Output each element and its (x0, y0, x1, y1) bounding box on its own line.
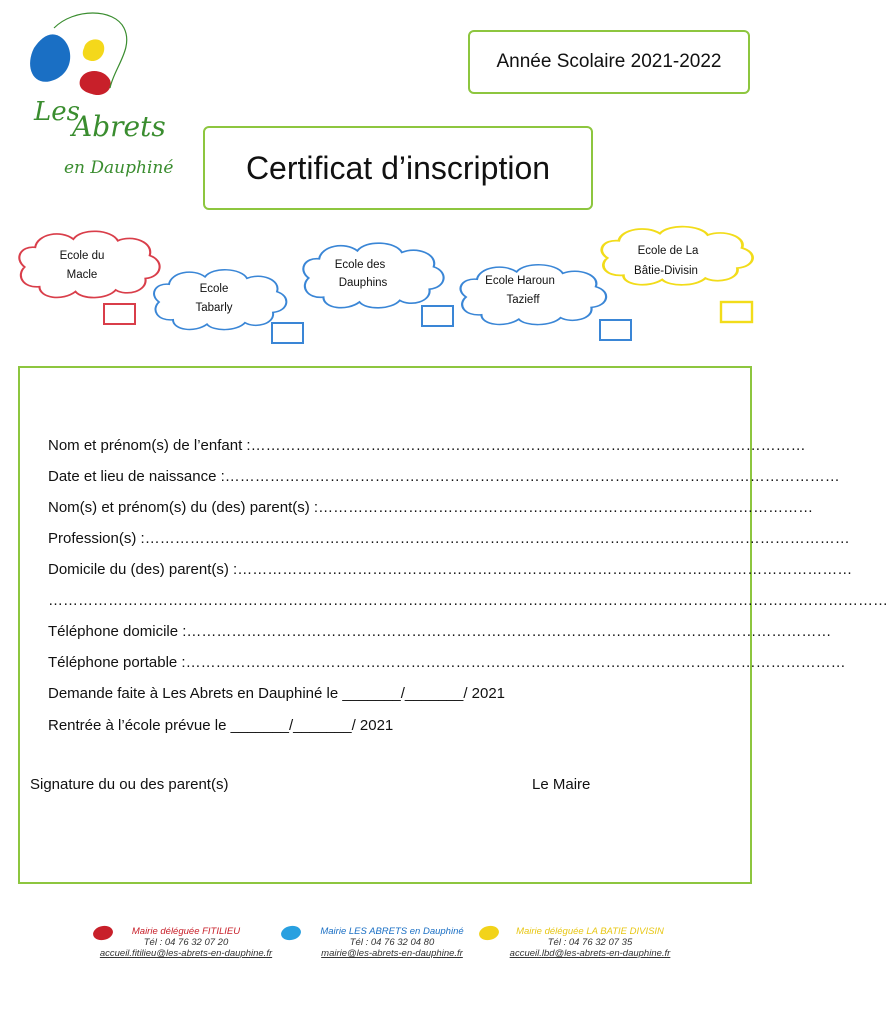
footer-les-abrets (292, 926, 492, 959)
logo-yellow-petal (83, 39, 104, 61)
school-checkbox-tabarly[interactable] (272, 323, 303, 343)
school-label-tabarly-line2: Tabarly (195, 302, 233, 314)
school-label-macle-line1: Ecole du (59, 250, 105, 262)
footer-fitilieu-title: Mairie déléguée FITILIEU (131, 926, 241, 937)
field-birth-date-place[interactable]: Date et lieu de naissance :…………………………………………………………………………………………………………… (48, 468, 840, 485)
footer-les-abrets-title: Mairie LES ABRETS en Dauphiné (320, 926, 464, 937)
field-home-phone[interactable]: Téléphone domicile :………………………………………………………………………………………………………………… (48, 623, 832, 640)
school-option-tazieff (461, 265, 631, 340)
school-checkbox-batie-divisin[interactable] (721, 302, 752, 322)
school-label-dauphins-line1: Ecole des (334, 259, 386, 271)
field-start-date[interactable]: Rentrée à l’école prévue le _______/_______/ 2021 (48, 717, 394, 734)
footer-batie-divisin-phone: Tél : 04 76 32 07 35 (547, 937, 633, 948)
footer-les-abrets-phone: Tél : 04 76 32 04 80 (349, 937, 435, 948)
school-label-batie-line1: Ecole de La (637, 245, 699, 257)
school-option-tabarly (154, 270, 303, 343)
logo-text-en-dauphine: en Dauphiné (64, 158, 174, 178)
school-option-dauphins (303, 243, 453, 326)
school-label-tazieff-line1: Ecole Haroun (485, 275, 555, 287)
logo-text-abrets: Abrets (72, 110, 166, 143)
school-checkbox-macle[interactable] (104, 304, 135, 324)
school-option-macle (19, 231, 159, 324)
logo-red-petal (80, 71, 111, 95)
school-selection (0, 222, 770, 347)
les-abrets-logo (14, 8, 194, 188)
field-mobile-phone[interactable]: Téléphone portable :…………………………………………………………………………………………………………………… (48, 654, 846, 671)
field-parent-names[interactable]: Nom(s) et prénom(s) du (des) parent(s) :……………………………………………………………………………………… (48, 499, 814, 516)
logo-blue-petal (30, 34, 70, 81)
signature-parents-label: Signature du ou des parent(s) (30, 776, 229, 793)
school-year-label: Année Scolaire 2021-2022 (496, 51, 722, 72)
school-label-tabarly-line1: Ecole (199, 283, 229, 295)
school-label-tazieff-line2: Tazieff (506, 294, 540, 306)
school-label-dauphins-line2: Dauphins (338, 277, 388, 289)
footer-batie-divisin-title: Mairie déléguée LA BATIE DIVISIN (516, 926, 664, 937)
page-title: Certificat d’inscription (245, 149, 551, 186)
logo-text-les: Les (34, 97, 80, 127)
footer-batie-divisin-email[interactable]: accueil.lbd@les-abrets-en-dauphine.fr (509, 948, 671, 959)
school-label-batie-line2: Bâtie-Divisin (634, 265, 698, 277)
field-child-name[interactable]: Nom et prénom(s) de l’enfant :………………………………………………………………………………………………… (48, 437, 806, 454)
school-option-batie-divisin (602, 227, 753, 322)
school-checkbox-tazieff[interactable] (600, 320, 631, 340)
school-year-box (468, 30, 750, 94)
footer-fitilieu-phone: Tél : 04 76 32 07 20 (143, 937, 229, 948)
title-box (203, 126, 593, 210)
footer-fitilieu-email[interactable]: accueil.fitilieu@les-abrets-en-dauphine.fr (99, 948, 273, 959)
field-request-date[interactable]: Demande faite à Les Abrets en Dauphiné le _______/_______/ 2021 (48, 685, 506, 702)
footer-les-abrets-email[interactable]: mairie@les-abrets-en-dauphine.fr (321, 948, 463, 959)
field-profession[interactable]: Profession(s) :…………………………………………………………………………………………………………………………… (48, 530, 850, 547)
footer-fitilieu (86, 926, 286, 959)
signature-mayor-label: Le Maire (532, 776, 591, 793)
school-label-macle-line2: Macle (66, 269, 98, 281)
school-checkbox-dauphins[interactable] (422, 306, 453, 326)
registration-form (18, 366, 888, 884)
footer-batie-divisin (490, 926, 690, 959)
field-parent-address[interactable]: Domicile du (des) parent(s) :…………………………………………………………………………………………………………… (48, 561, 853, 578)
field-address-continued[interactable]: …………………………………………………………………………………………………………………………………………………… (48, 592, 888, 609)
